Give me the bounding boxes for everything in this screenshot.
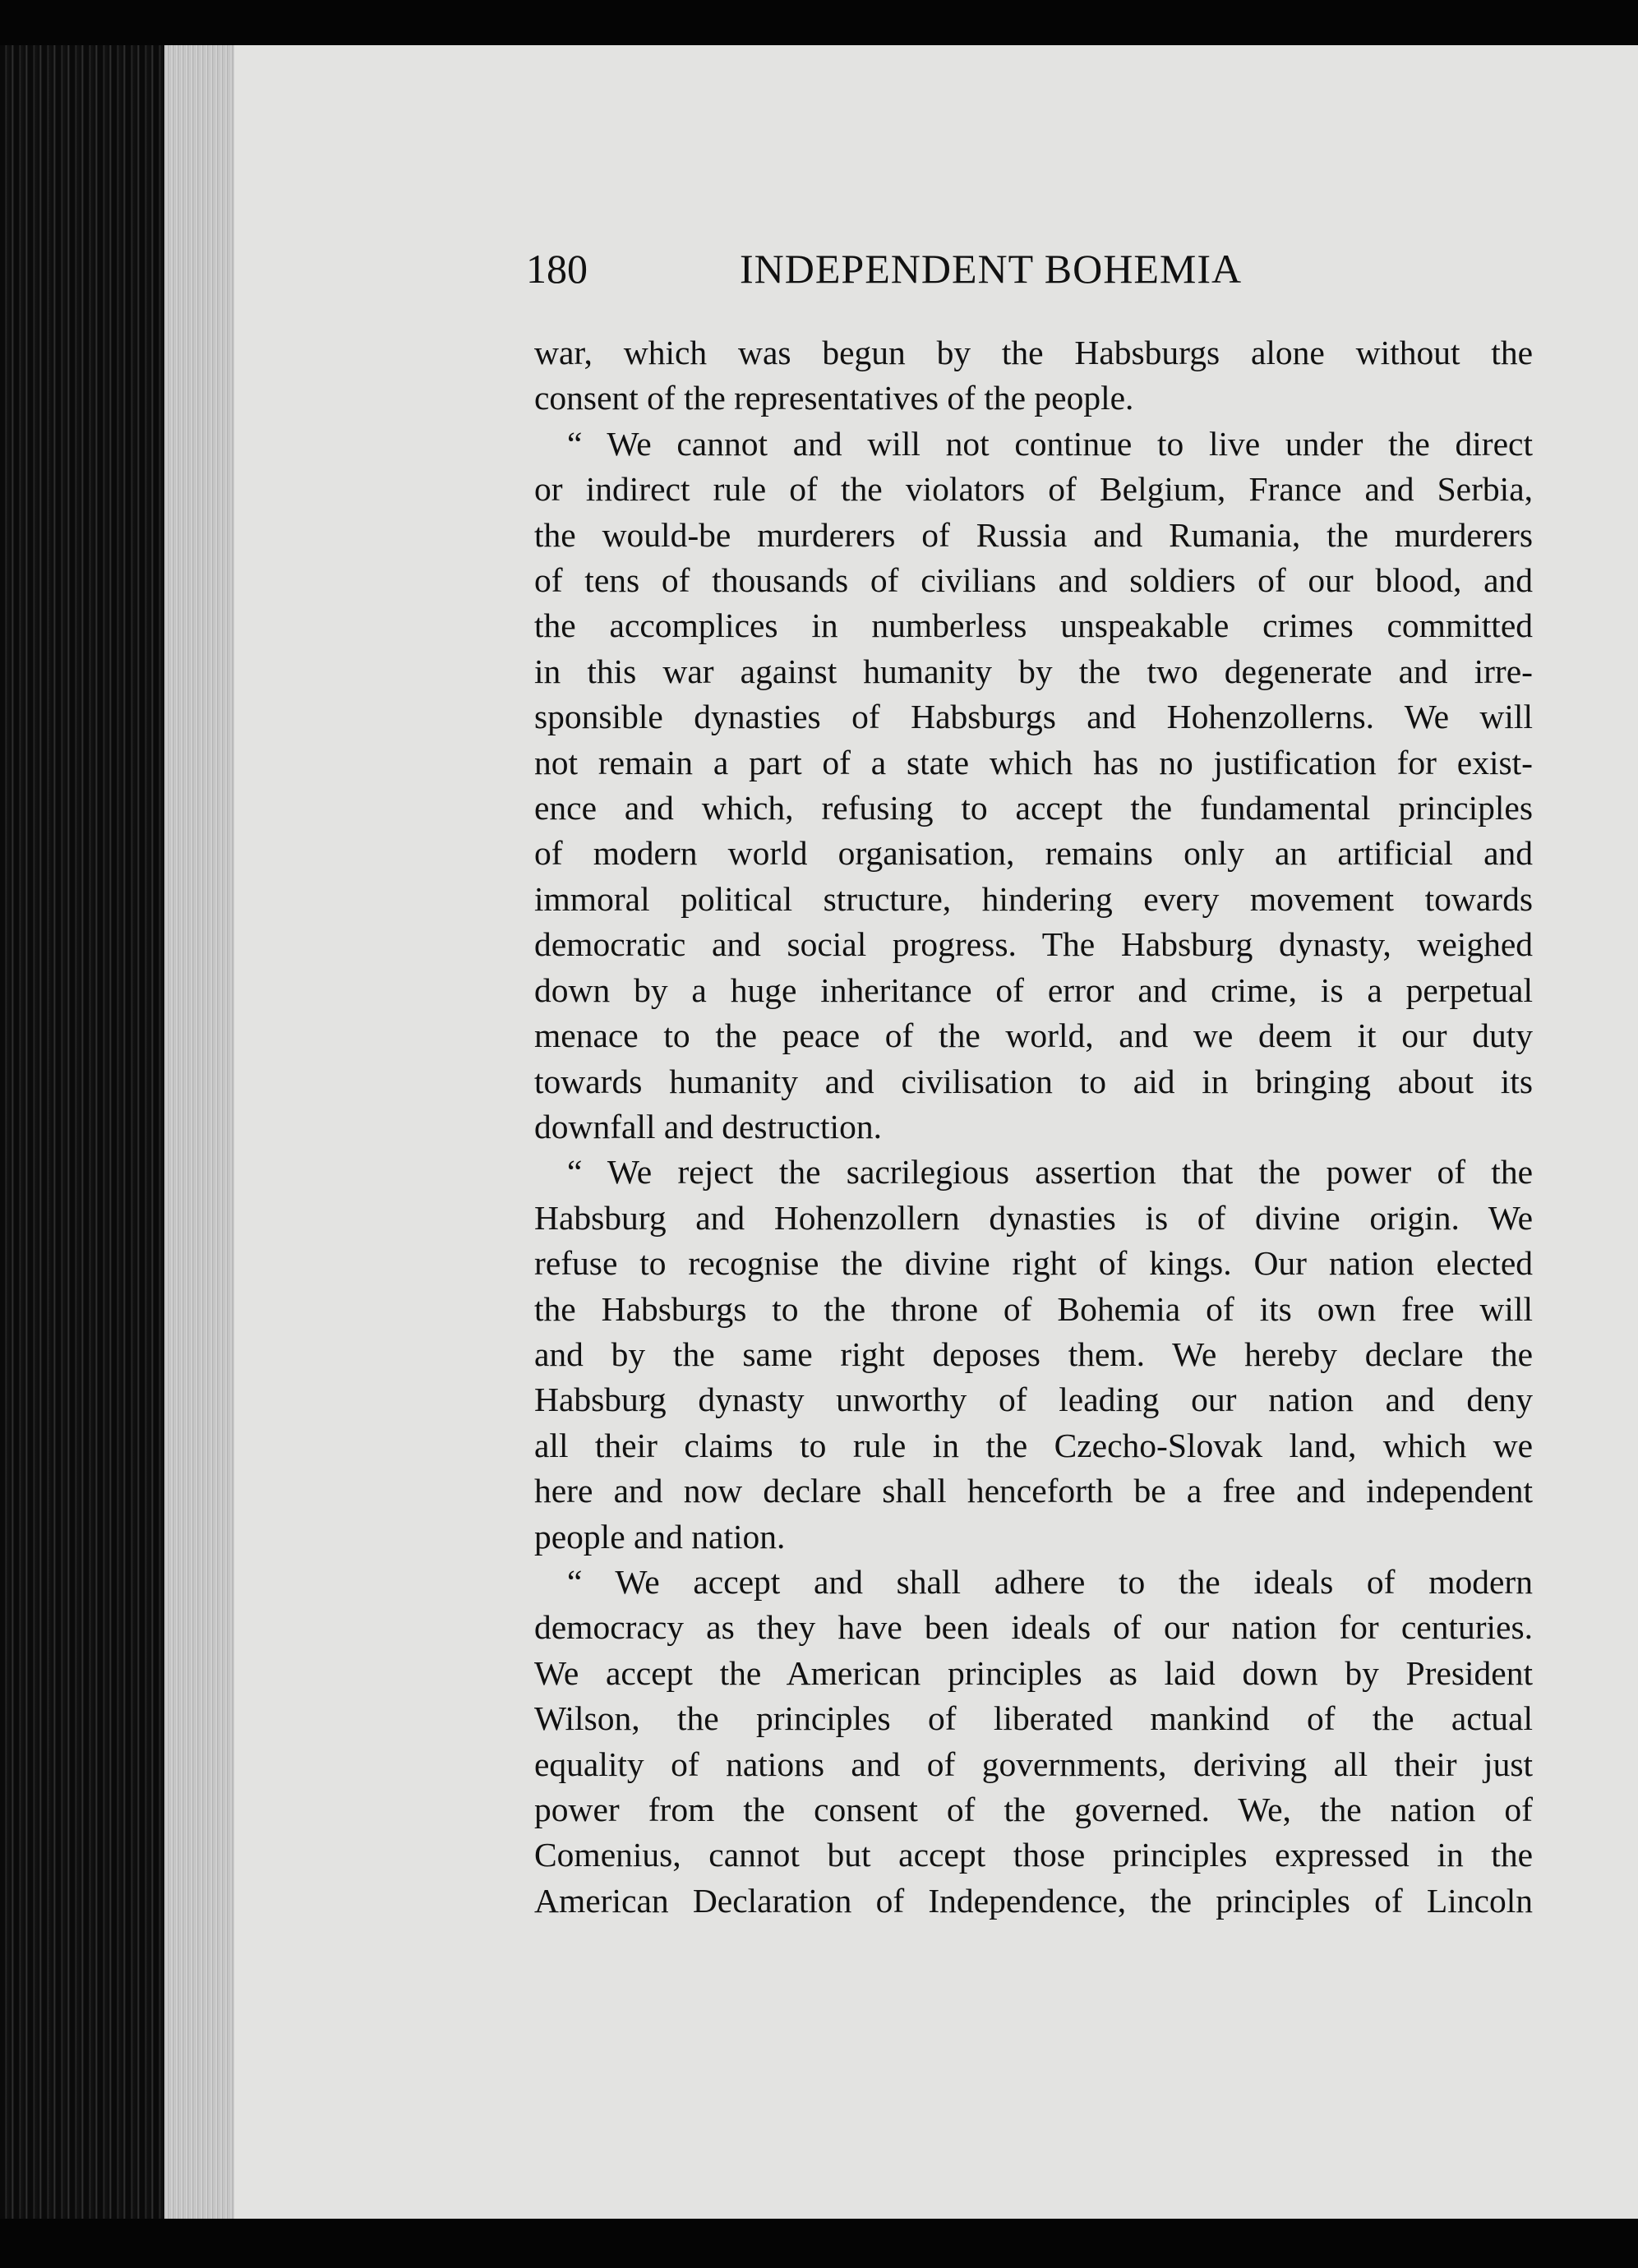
scan-border-top	[0, 0, 1638, 45]
text-line: the accomplices in numberless unspeakable crimes committed	[534, 606, 1533, 645]
text-line: here and now declare shall henceforth be a free and independent	[534, 1472, 1533, 1510]
page-stack-edge	[164, 33, 238, 2219]
text-line: people and nation.	[534, 1517, 786, 1556]
text-line: all their claims to rule in the Czecho-Slovak land, which we	[534, 1426, 1533, 1464]
text-line: the Habsburgs to the throne of Bohemia of its own free will	[534, 1289, 1533, 1328]
text-line: and by the same right deposes them. We hereby declare the	[534, 1335, 1533, 1373]
text-line: or indirect rule of the violators of Belgium, France and Serbia,	[534, 470, 1533, 509]
text-line: refuse to recognise the divine right of kings. Our nation elected	[534, 1244, 1533, 1283]
text-line: democratic and social progress. The Habsburg dynasty, weighed	[534, 925, 1533, 964]
text-line: “ We accept and shall adhere to the ideals of modern	[567, 1562, 1533, 1601]
text-line: “ We cannot and will not continue to live under the direct	[567, 424, 1533, 463]
text-line: of tens of thousands of civilians and soldiers of our blood, and	[534, 561, 1533, 600]
text-line: ence and which, refusing to accept the fundamental principles	[534, 789, 1533, 827]
text-line: war, which was begun by the Habsburgs alone without the	[534, 334, 1533, 371]
text-line: menace to the peace of the world, and we deem it our duty	[534, 1016, 1533, 1055]
body-text	[534, 330, 1533, 1924]
text-line: We accept the American principles as laid down by President	[534, 1653, 1533, 1692]
text-line: the would-be murderers of Russia and Rumania, the murderers	[534, 515, 1533, 554]
text-line: immoral political structure, hindering every movement towards	[534, 879, 1533, 918]
text-line: down by a huge inheritance of error and crime, is a perpetual	[534, 970, 1533, 1009]
page-number: 180	[526, 246, 588, 292]
text-line: Habsburg dynasty unworthy of leading our nation and deny	[534, 1381, 1533, 1419]
page-header	[526, 240, 1529, 297]
scan-border-bottom	[0, 2219, 1638, 2268]
text-line: of modern world organisation, remains only an artificial and	[534, 834, 1533, 873]
text-line: consent of the representatives of the people.	[534, 379, 1134, 417]
text-line: Wilson, the principles of liberated mankind of the actual	[534, 1699, 1533, 1738]
text-line: Habsburg and Hohenzollern dynasties is of divine origin. We	[534, 1198, 1533, 1237]
text-line: power from the consent of the governed. We, the nation of	[534, 1791, 1533, 1828]
text-line: sponsible dynasties of Habsburgs and Hohenzollerns. We will	[534, 698, 1533, 736]
text-line: democracy as they have been ideals of our nation for centuries.	[534, 1608, 1533, 1647]
text-line: Comenius, cannot but accept those principles expressed in the	[534, 1836, 1533, 1874]
text-line: downfall and destruction.	[534, 1107, 882, 1146]
running-head: INDEPENDENT BOHEMIA	[740, 246, 1243, 292]
text-line: towards humanity and civilisation to aid in bringing about its	[534, 1062, 1533, 1100]
text-line: equality of nations and of governments, deriving all their just	[534, 1745, 1533, 1783]
text-line: in this war against humanity by the two degenerate and irre-	[534, 652, 1533, 690]
text-line: “ We reject the sacrilegious assertion that the power of the	[567, 1153, 1533, 1192]
text-line: American Declaration of Independence, the principles of Lincoln	[534, 1881, 1533, 1920]
text-line: not remain a part of a state which has no justification for exist-	[534, 743, 1533, 781]
